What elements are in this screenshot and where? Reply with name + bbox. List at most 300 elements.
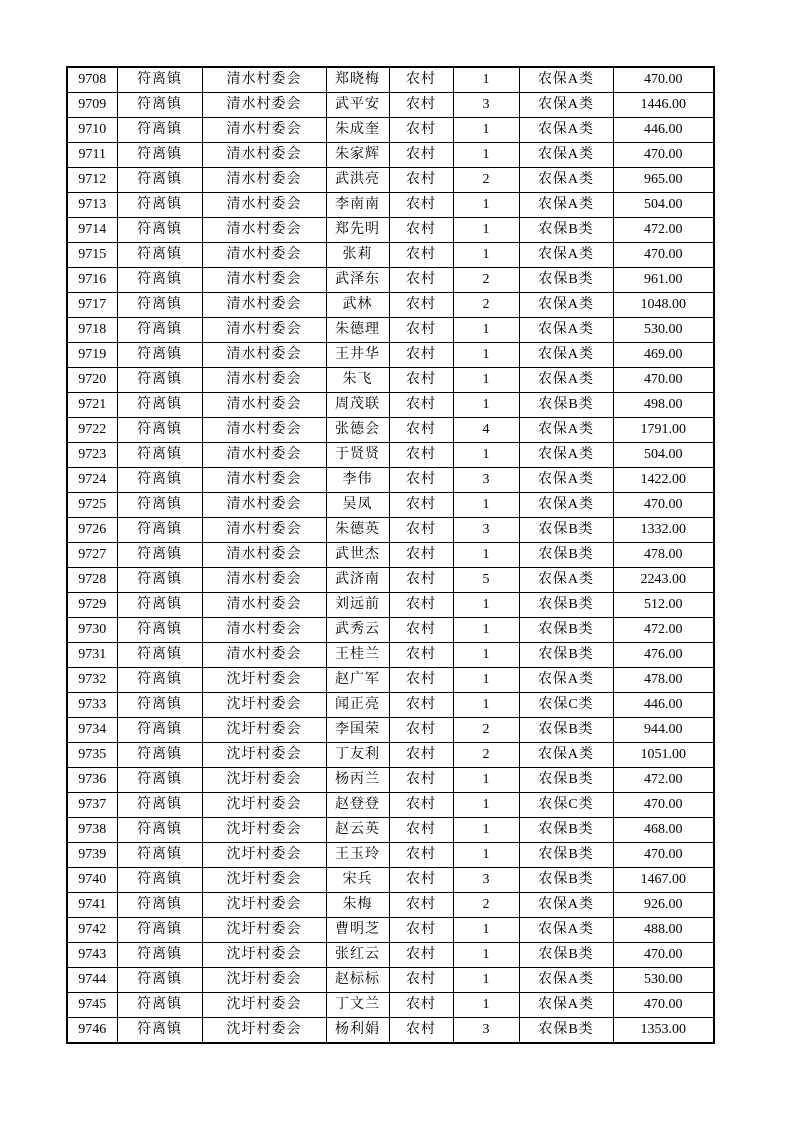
- table-row: [67, 543, 714, 568]
- table-row: [67, 943, 714, 968]
- town-cell: 符离镇: [117, 368, 202, 393]
- insurance-category-cell: 农保A类: [519, 143, 613, 168]
- town-cell: 符离镇: [117, 943, 202, 968]
- insurance-category-cell: 农保B类: [519, 643, 613, 668]
- person-name-cell: 吴凤: [326, 493, 389, 518]
- person-count-cell: 1: [453, 643, 519, 668]
- amount-cell: 530.00: [613, 318, 714, 343]
- person-count-cell: 1: [453, 793, 519, 818]
- person-count-cell: 1: [453, 843, 519, 868]
- serial-number-cell: 9720: [67, 368, 117, 393]
- serial-number-cell: 9722: [67, 418, 117, 443]
- serial-number-cell: 9731: [67, 643, 117, 668]
- residence-type-cell: 农村: [389, 943, 453, 968]
- table-row: [67, 518, 714, 543]
- person-name-cell: 周茂联: [326, 393, 389, 418]
- town-cell: 符离镇: [117, 993, 202, 1018]
- residence-type-cell: 农村: [389, 743, 453, 768]
- village-committee-cell: 沈圩村委会: [202, 893, 326, 918]
- insurance-category-cell: 农保C类: [519, 793, 613, 818]
- town-cell: 符离镇: [117, 468, 202, 493]
- residence-type-cell: 农村: [389, 443, 453, 468]
- residence-type-cell: 农村: [389, 368, 453, 393]
- table-row: [67, 768, 714, 793]
- town-cell: 符离镇: [117, 218, 202, 243]
- person-name-cell: 武洪亮: [326, 168, 389, 193]
- town-cell: 符离镇: [117, 418, 202, 443]
- serial-number-cell: 9733: [67, 693, 117, 718]
- person-name-cell: 闻正亮: [326, 693, 389, 718]
- village-committee-cell: 清水村委会: [202, 268, 326, 293]
- table-row: [67, 718, 714, 743]
- person-count-cell: 1: [453, 993, 519, 1018]
- residence-type-cell: 农村: [389, 218, 453, 243]
- amount-cell: 488.00: [613, 918, 714, 943]
- person-count-cell: 1: [453, 693, 519, 718]
- amount-cell: 961.00: [613, 268, 714, 293]
- village-committee-cell: 沈圩村委会: [202, 918, 326, 943]
- serial-number-cell: 9746: [67, 1018, 117, 1044]
- table-row: [67, 668, 714, 693]
- person-count-cell: 1: [453, 943, 519, 968]
- person-count-cell: 3: [453, 93, 519, 118]
- town-cell: 符离镇: [117, 543, 202, 568]
- amount-cell: 498.00: [613, 393, 714, 418]
- insurance-category-cell: 农保A类: [519, 468, 613, 493]
- amount-cell: 512.00: [613, 593, 714, 618]
- village-committee-cell: 清水村委会: [202, 568, 326, 593]
- person-name-cell: 武林: [326, 293, 389, 318]
- table-row: [67, 968, 714, 993]
- insurance-category-cell: 农保B类: [519, 843, 613, 868]
- serial-number-cell: 9742: [67, 918, 117, 943]
- village-committee-cell: 清水村委会: [202, 493, 326, 518]
- residence-type-cell: 农村: [389, 843, 453, 868]
- serial-number-cell: 9738: [67, 818, 117, 843]
- serial-number-cell: 9710: [67, 118, 117, 143]
- table-row: [67, 368, 714, 393]
- town-cell: 符离镇: [117, 668, 202, 693]
- residence-type-cell: 农村: [389, 418, 453, 443]
- village-committee-cell: 清水村委会: [202, 218, 326, 243]
- town-cell: 符离镇: [117, 343, 202, 368]
- village-committee-cell: 沈圩村委会: [202, 793, 326, 818]
- residence-type-cell: 农村: [389, 168, 453, 193]
- residence-type-cell: 农村: [389, 293, 453, 318]
- table-row: [67, 818, 714, 843]
- person-name-cell: 王玉玲: [326, 843, 389, 868]
- table-row: [67, 918, 714, 943]
- insurance-category-cell: 农保A类: [519, 293, 613, 318]
- serial-number-cell: 9730: [67, 618, 117, 643]
- person-count-cell: 1: [453, 318, 519, 343]
- person-count-cell: 1: [453, 543, 519, 568]
- table-row: [67, 793, 714, 818]
- residence-type-cell: 农村: [389, 868, 453, 893]
- table-row: [67, 93, 714, 118]
- table-row: [67, 693, 714, 718]
- table-row: [67, 868, 714, 893]
- serial-number-cell: 9737: [67, 793, 117, 818]
- town-cell: 符离镇: [117, 893, 202, 918]
- insurance-category-cell: 农保A类: [519, 193, 613, 218]
- town-cell: 符离镇: [117, 518, 202, 543]
- person-name-cell: 郑晓梅: [326, 67, 389, 93]
- serial-number-cell: 9715: [67, 243, 117, 268]
- amount-cell: 470.00: [613, 243, 714, 268]
- amount-cell: 944.00: [613, 718, 714, 743]
- amount-cell: 478.00: [613, 668, 714, 693]
- village-committee-cell: 清水村委会: [202, 67, 326, 93]
- person-count-cell: 5: [453, 568, 519, 593]
- person-count-cell: 3: [453, 1018, 519, 1044]
- person-count-cell: 1: [453, 243, 519, 268]
- person-name-cell: 于贤贤: [326, 443, 389, 468]
- table-row: [67, 1018, 714, 1044]
- village-committee-cell: 沈圩村委会: [202, 743, 326, 768]
- person-name-cell: 丁文兰: [326, 993, 389, 1018]
- table-row: [67, 243, 714, 268]
- serial-number-cell: 9723: [67, 443, 117, 468]
- table-row: [67, 743, 714, 768]
- insurance-category-cell: 农保B类: [519, 868, 613, 893]
- table-row: [67, 593, 714, 618]
- person-name-cell: 朱飞: [326, 368, 389, 393]
- table-row: [67, 143, 714, 168]
- insurance-category-cell: 农保B类: [519, 268, 613, 293]
- amount-cell: 468.00: [613, 818, 714, 843]
- person-name-cell: 朱梅: [326, 893, 389, 918]
- village-committee-cell: 清水村委会: [202, 543, 326, 568]
- residence-type-cell: 农村: [389, 118, 453, 143]
- amount-cell: 1051.00: [613, 743, 714, 768]
- person-count-cell: 2: [453, 268, 519, 293]
- serial-number-cell: 9721: [67, 393, 117, 418]
- serial-number-cell: 9714: [67, 218, 117, 243]
- residence-type-cell: 农村: [389, 67, 453, 93]
- residence-type-cell: 农村: [389, 1018, 453, 1044]
- town-cell: 符离镇: [117, 443, 202, 468]
- serial-number-cell: 9740: [67, 868, 117, 893]
- amount-cell: 504.00: [613, 443, 714, 468]
- person-name-cell: 武平安: [326, 93, 389, 118]
- town-cell: 符离镇: [117, 743, 202, 768]
- table-row: [67, 343, 714, 368]
- town-cell: 符离镇: [117, 67, 202, 93]
- person-count-cell: 3: [453, 518, 519, 543]
- serial-number-cell: 9724: [67, 468, 117, 493]
- town-cell: 符离镇: [117, 293, 202, 318]
- residence-type-cell: 农村: [389, 793, 453, 818]
- village-committee-cell: 沈圩村委会: [202, 1018, 326, 1044]
- residence-type-cell: 农村: [389, 318, 453, 343]
- serial-number-cell: 9713: [67, 193, 117, 218]
- person-name-cell: 赵广军: [326, 668, 389, 693]
- person-count-cell: 1: [453, 343, 519, 368]
- insurance-category-cell: 农保A类: [519, 493, 613, 518]
- amount-cell: 478.00: [613, 543, 714, 568]
- serial-number-cell: 9739: [67, 843, 117, 868]
- person-count-cell: 4: [453, 418, 519, 443]
- residence-type-cell: 农村: [389, 593, 453, 618]
- village-committee-cell: 清水村委会: [202, 293, 326, 318]
- insurance-category-cell: 农保B类: [519, 618, 613, 643]
- village-committee-cell: 清水村委会: [202, 593, 326, 618]
- person-name-cell: 武泽东: [326, 268, 389, 293]
- table-row: [67, 318, 714, 343]
- person-name-cell: 朱成奎: [326, 118, 389, 143]
- town-cell: 符离镇: [117, 143, 202, 168]
- insurance-category-cell: 农保B类: [519, 818, 613, 843]
- person-count-cell: 1: [453, 668, 519, 693]
- table-row: [67, 893, 714, 918]
- residence-type-cell: 农村: [389, 918, 453, 943]
- insurance-category-cell: 农保B类: [519, 718, 613, 743]
- person-count-cell: 1: [453, 968, 519, 993]
- serial-number-cell: 9709: [67, 93, 117, 118]
- amount-cell: 470.00: [613, 67, 714, 93]
- insurance-category-cell: 农保B类: [519, 943, 613, 968]
- town-cell: 符离镇: [117, 618, 202, 643]
- table-row: [67, 493, 714, 518]
- serial-number-cell: 9741: [67, 893, 117, 918]
- serial-number-cell: 9711: [67, 143, 117, 168]
- village-committee-cell: 清水村委会: [202, 643, 326, 668]
- table-row: [67, 443, 714, 468]
- serial-number-cell: 9729: [67, 593, 117, 618]
- table-row: [67, 393, 714, 418]
- village-committee-cell: 清水村委会: [202, 143, 326, 168]
- residence-type-cell: 农村: [389, 243, 453, 268]
- town-cell: 符离镇: [117, 643, 202, 668]
- amount-cell: 472.00: [613, 618, 714, 643]
- person-count-cell: 1: [453, 118, 519, 143]
- amount-cell: 470.00: [613, 493, 714, 518]
- serial-number-cell: 9725: [67, 493, 117, 518]
- village-committee-cell: 清水村委会: [202, 393, 326, 418]
- town-cell: 符离镇: [117, 918, 202, 943]
- person-name-cell: 朱德英: [326, 518, 389, 543]
- residence-type-cell: 农村: [389, 768, 453, 793]
- person-count-cell: 2: [453, 743, 519, 768]
- insurance-category-cell: 农保B类: [519, 393, 613, 418]
- person-count-cell: 3: [453, 468, 519, 493]
- person-name-cell: 王井华: [326, 343, 389, 368]
- town-cell: 符离镇: [117, 268, 202, 293]
- residence-type-cell: 农村: [389, 718, 453, 743]
- amount-cell: 1332.00: [613, 518, 714, 543]
- amount-cell: 469.00: [613, 343, 714, 368]
- amount-cell: 470.00: [613, 843, 714, 868]
- amount-cell: 446.00: [613, 118, 714, 143]
- residence-type-cell: 农村: [389, 893, 453, 918]
- village-committee-cell: 沈圩村委会: [202, 768, 326, 793]
- insurance-category-cell: 农保A类: [519, 343, 613, 368]
- amount-cell: 1353.00: [613, 1018, 714, 1044]
- village-committee-cell: 清水村委会: [202, 443, 326, 468]
- person-name-cell: 张红云: [326, 943, 389, 968]
- person-count-cell: 1: [453, 918, 519, 943]
- town-cell: 符离镇: [117, 693, 202, 718]
- insurance-category-cell: 农保A类: [519, 993, 613, 1018]
- village-committee-cell: 清水村委会: [202, 418, 326, 443]
- town-cell: 符离镇: [117, 568, 202, 593]
- person-count-cell: 1: [453, 67, 519, 93]
- town-cell: 符离镇: [117, 1018, 202, 1044]
- insurance-category-cell: 农保A类: [519, 968, 613, 993]
- amount-cell: 472.00: [613, 768, 714, 793]
- person-count-cell: 1: [453, 618, 519, 643]
- person-name-cell: 丁友利: [326, 743, 389, 768]
- serial-number-cell: 9716: [67, 268, 117, 293]
- residence-type-cell: 农村: [389, 343, 453, 368]
- amount-cell: 470.00: [613, 368, 714, 393]
- table-row: [67, 293, 714, 318]
- person-count-cell: 2: [453, 718, 519, 743]
- residence-type-cell: 农村: [389, 968, 453, 993]
- village-committee-cell: 沈圩村委会: [202, 718, 326, 743]
- table-row: [67, 268, 714, 293]
- person-count-cell: 2: [453, 893, 519, 918]
- insurance-category-cell: 农保A类: [519, 243, 613, 268]
- village-committee-cell: 沈圩村委会: [202, 693, 326, 718]
- town-cell: 符离镇: [117, 968, 202, 993]
- person-count-cell: 1: [453, 443, 519, 468]
- person-count-cell: 1: [453, 493, 519, 518]
- insurance-category-cell: 农保A类: [519, 443, 613, 468]
- insurance-category-cell: 农保B类: [519, 518, 613, 543]
- town-cell: 符离镇: [117, 243, 202, 268]
- amount-cell: 472.00: [613, 218, 714, 243]
- town-cell: 符离镇: [117, 793, 202, 818]
- person-name-cell: 李国荣: [326, 718, 389, 743]
- person-name-cell: 李伟: [326, 468, 389, 493]
- town-cell: 符离镇: [117, 393, 202, 418]
- amount-cell: 926.00: [613, 893, 714, 918]
- amount-cell: 476.00: [613, 643, 714, 668]
- insurance-category-cell: 农保A类: [519, 568, 613, 593]
- amount-cell: 965.00: [613, 168, 714, 193]
- person-count-cell: 1: [453, 218, 519, 243]
- amount-cell: 530.00: [613, 968, 714, 993]
- village-committee-cell: 沈圩村委会: [202, 943, 326, 968]
- town-cell: 符离镇: [117, 193, 202, 218]
- amount-cell: 1467.00: [613, 868, 714, 893]
- village-committee-cell: 清水村委会: [202, 118, 326, 143]
- village-committee-cell: 清水村委会: [202, 168, 326, 193]
- residence-type-cell: 农村: [389, 493, 453, 518]
- residence-type-cell: 农村: [389, 643, 453, 668]
- serial-number-cell: 9719: [67, 343, 117, 368]
- serial-number-cell: 9726: [67, 518, 117, 543]
- table-row: [67, 67, 714, 93]
- residence-type-cell: 农村: [389, 518, 453, 543]
- village-committee-cell: 清水村委会: [202, 468, 326, 493]
- town-cell: 符离镇: [117, 493, 202, 518]
- insurance-category-cell: 农保A类: [519, 743, 613, 768]
- person-count-cell: 1: [453, 593, 519, 618]
- village-committee-cell: 清水村委会: [202, 343, 326, 368]
- person-name-cell: 王桂兰: [326, 643, 389, 668]
- residence-type-cell: 农村: [389, 93, 453, 118]
- insurance-category-cell: 农保A类: [519, 168, 613, 193]
- town-cell: 符离镇: [117, 868, 202, 893]
- serial-number-cell: 9727: [67, 543, 117, 568]
- person-count-cell: 1: [453, 768, 519, 793]
- town-cell: 符离镇: [117, 718, 202, 743]
- person-name-cell: 张德会: [326, 418, 389, 443]
- table-row: [67, 643, 714, 668]
- person-name-cell: 武世杰: [326, 543, 389, 568]
- serial-number-cell: 9712: [67, 168, 117, 193]
- person-name-cell: 杨丙兰: [326, 768, 389, 793]
- person-count-cell: 2: [453, 168, 519, 193]
- village-committee-cell: 清水村委会: [202, 193, 326, 218]
- residence-type-cell: 农村: [389, 543, 453, 568]
- person-name-cell: 李南南: [326, 193, 389, 218]
- village-committee-cell: 沈圩村委会: [202, 993, 326, 1018]
- person-name-cell: 赵标标: [326, 968, 389, 993]
- person-name-cell: 曹明芝: [326, 918, 389, 943]
- amount-cell: 1446.00: [613, 93, 714, 118]
- insurance-category-cell: 农保A类: [519, 67, 613, 93]
- town-cell: 符离镇: [117, 318, 202, 343]
- amount-cell: 470.00: [613, 793, 714, 818]
- serial-number-cell: 9718: [67, 318, 117, 343]
- amount-cell: 504.00: [613, 193, 714, 218]
- person-count-cell: 2: [453, 293, 519, 318]
- residence-type-cell: 农村: [389, 568, 453, 593]
- residence-type-cell: 农村: [389, 143, 453, 168]
- residence-type-cell: 农村: [389, 818, 453, 843]
- residence-type-cell: 农村: [389, 618, 453, 643]
- residence-type-cell: 农村: [389, 193, 453, 218]
- person-name-cell: 张莉: [326, 243, 389, 268]
- serial-number-cell: 9744: [67, 968, 117, 993]
- person-name-cell: 刘远前: [326, 593, 389, 618]
- serial-number-cell: 9728: [67, 568, 117, 593]
- insurance-category-cell: 农保B类: [519, 593, 613, 618]
- table-row: [67, 568, 714, 593]
- village-committee-cell: 清水村委会: [202, 93, 326, 118]
- village-committee-cell: 沈圩村委会: [202, 868, 326, 893]
- person-name-cell: 郑先明: [326, 218, 389, 243]
- person-name-cell: 武秀云: [326, 618, 389, 643]
- person-count-cell: 1: [453, 393, 519, 418]
- town-cell: 符离镇: [117, 818, 202, 843]
- person-name-cell: 杨利娟: [326, 1018, 389, 1044]
- village-committee-cell: 清水村委会: [202, 318, 326, 343]
- village-committee-cell: 沈圩村委会: [202, 968, 326, 993]
- serial-number-cell: 9736: [67, 768, 117, 793]
- table-row: [67, 168, 714, 193]
- serial-number-cell: 9743: [67, 943, 117, 968]
- town-cell: 符离镇: [117, 168, 202, 193]
- residence-type-cell: 农村: [389, 393, 453, 418]
- insurance-category-cell: 农保A类: [519, 93, 613, 118]
- person-count-cell: 3: [453, 868, 519, 893]
- person-name-cell: 赵登登: [326, 793, 389, 818]
- person-count-cell: 1: [453, 818, 519, 843]
- table-row: [67, 418, 714, 443]
- person-count-cell: 1: [453, 143, 519, 168]
- amount-cell: 470.00: [613, 943, 714, 968]
- town-cell: 符离镇: [117, 843, 202, 868]
- serial-number-cell: 9708: [67, 67, 117, 93]
- town-cell: 符离镇: [117, 593, 202, 618]
- residence-type-cell: 农村: [389, 468, 453, 493]
- table-row: [67, 993, 714, 1018]
